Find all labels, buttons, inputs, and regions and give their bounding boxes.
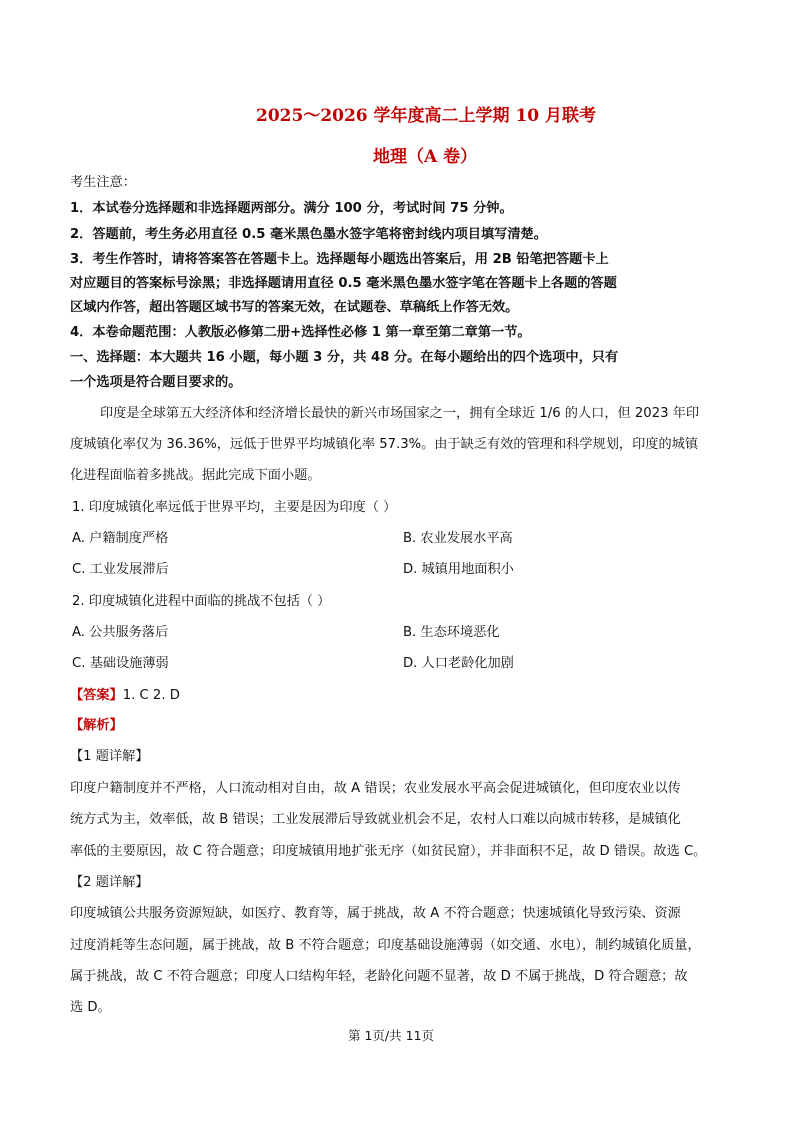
notice-item-4: 4．本卷命题范围：人教版必修第二册+选择性必修 1 第一章至第二章第一节。 xyxy=(70,325,531,340)
detail-1-line-2: 统方式为主，效率低，故 B 错误；工业发展滞后导致就业机会不足，农村人口难以向城市转移，是城镇化 xyxy=(70,812,681,827)
question-1-option-a: A. 户籍制度严格 xyxy=(72,531,169,546)
answer-text: 1. C 2. D xyxy=(122,688,180,703)
notice-item-3-line-3: 区域内作答，超出答题区域书写的答案无效，在试题卷、草稿纸上作答无效。 xyxy=(70,300,519,315)
exam-title: 2025～2026 学年度高二上学期 10 月联考 xyxy=(256,106,597,126)
detail-1-line-1: 印度户籍制度并不严格，人口流动相对自由，故 A 错误；农业发展水平高会促进城镇化，但印度农业以传 xyxy=(70,781,681,796)
detail-2-line-4: 选 D。 xyxy=(70,1000,111,1015)
analysis-label: 【解析】 xyxy=(70,718,123,733)
notice-item-3-line-1: 3．考生作答时，请将答案答在答题卡上。选择题每小题选出答案后，用 2B 铅笔把答题卡上 xyxy=(70,252,609,267)
notice-item-3-line-2: 对应题目的答案标号涂黑；非选择题请用直径 0.5 毫米黑色墨水签字笔在答题卡上各题的答题 xyxy=(70,276,617,291)
question-1-option-c: C. 工业发展滞后 xyxy=(72,562,169,577)
question-2-stem: 2. 印度城镇化进程中面临的挑战不包括（ ） xyxy=(72,594,331,609)
question-1-option-b: B. 农业发展水平高 xyxy=(403,531,513,546)
question-2-option-d: D. 人口老龄化加剧 xyxy=(403,656,514,671)
question-1-stem: 1. 印度城镇化率远低于世界平均，主要是因为印度（ ） xyxy=(72,500,397,515)
detail-2-line-2: 过度消耗等生态问题，属于挑战，故 B 不符合题意；印度基础设施薄弱（如交通、水电），制约城镇化质量， xyxy=(70,938,701,953)
page-footer: 第 1页/共 11页 xyxy=(348,1028,435,1043)
detail-2-line-1: 印度城镇公共服务资源短缺，如医疗、教育等，属于挑战，故 A 不符合题意；快速城镇化导致污染、资源 xyxy=(70,906,681,921)
exam-subtitle: 地理（A 卷） xyxy=(373,147,478,167)
notice-item-2: 2．答题前，考生务必用直径 0.5 毫米黑色墨水签字笔将密封线内项目填写清楚。 xyxy=(70,227,547,242)
notice-item-1: 1．本试卷分选择题和非选择题两部分。满分 100 分，考试时间 75 分钟。 xyxy=(70,201,513,216)
question-2-option-c: C. 基础设施薄弱 xyxy=(72,656,169,671)
notice-heading: 考生注意： xyxy=(70,175,136,190)
answer-label: 【答案】 xyxy=(70,688,123,703)
question-2-option-b: B. 生态环境恶化 xyxy=(403,625,500,640)
detail-1-line-3: 率低的主要原因，故 C 符合题意；印度城镇用地扩张无序（如贫民窟），并非面积不足，故 D 错误。故选 C。 xyxy=(70,844,707,859)
answer-row xyxy=(70,684,180,703)
passage-line-2: 度城镇化率仅为 36.36%，远低于世界平均城镇化率 57.3%。由于缺乏有效的管理和科学规划，印度的城镇 xyxy=(70,437,699,452)
section-heading-line-2: 一个选项是符合题目要求的。 xyxy=(70,375,242,390)
question-2-option-a: A. 公共服务落后 xyxy=(72,625,169,640)
detail-1-label: 【1 题详解】 xyxy=(70,749,149,764)
question-1-option-d: D. 城镇用地面积小 xyxy=(403,562,514,577)
passage-line-1: 印度是全球第五大经济体和经济增长最快的新兴市场国家之一，拥有全球近 1/6 的人口，但 2023 年印 xyxy=(100,406,700,421)
section-heading-line-1: 一、选择题：本大题共 16 小题，每小题 3 分，共 48 分。在每小题给出的四个选项中，只有 xyxy=(70,350,619,365)
passage-line-3: 化进程面临着多挑战。据此完成下面小题。 xyxy=(70,468,321,483)
detail-2-label: 【2 题详解】 xyxy=(70,875,149,890)
detail-2-line-3: 属于挑战，故 C 不符合题意；印度人口结构年轻，老龄化问题不显著，故 D 不属于挑战，D 符合题意；故 xyxy=(70,969,688,984)
